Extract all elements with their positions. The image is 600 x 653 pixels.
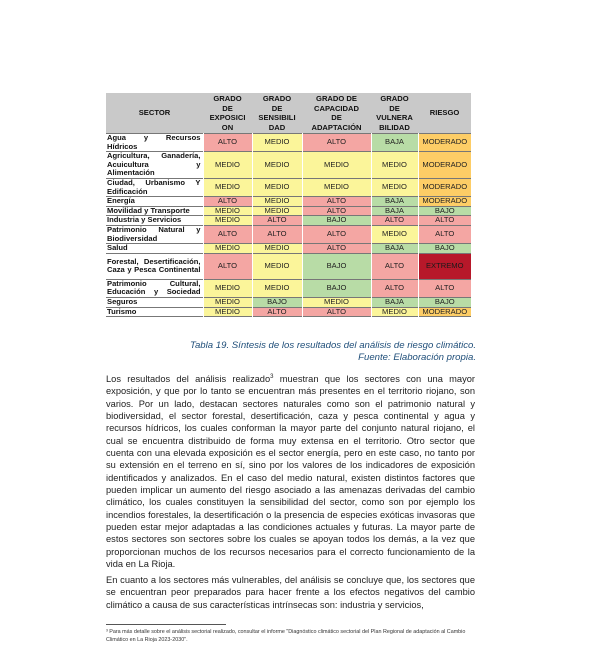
column-header-line: DAD	[268, 122, 286, 132]
column-header-line: SECTOR	[138, 108, 171, 118]
level-cell: ALTO	[302, 307, 371, 317]
level-cell: ALTO	[203, 253, 252, 279]
level-cell: MEDIO	[203, 307, 252, 317]
footnote-text: ³ Para más detalle sobre el análisis sectorial realizado, consultar el informe "Diagnóstico climático sectorial del Plan Regional de adaptación al Cambio Climático en La Rioja 2023-2030".	[106, 629, 466, 644]
level-cell: MEDIO	[252, 134, 302, 152]
level-cell: ALTO	[418, 225, 471, 243]
sector-cell: Agua y Recursos Hídricos	[106, 134, 203, 152]
sector-cell: Patrimonio Cultural, Educación y Sociedad	[106, 279, 203, 297]
caption-title: Tabla 19. Síntesis de los resultados del análisis de riesgo climático.	[189, 340, 476, 351]
column-header-3	[302, 93, 371, 134]
column-header-line: GRADO	[380, 94, 409, 103]
table-header-row	[106, 93, 471, 134]
level-cell: ALTO	[252, 307, 302, 317]
column-header-4	[371, 93, 418, 134]
table-row	[106, 244, 471, 254]
level-cell: MEDIO	[203, 279, 252, 297]
level-cell: MEDIO	[203, 152, 252, 179]
level-cell: MEDIO	[203, 206, 252, 216]
table-row	[106, 279, 471, 297]
body-paragraph-1	[106, 373, 475, 571]
level-cell: MEDIO	[203, 244, 252, 254]
body-paragraph-2: En cuanto a los sectores más vulnerables, del análisis se concluye que, los sectores que se encuentran peor preparados para hacer frente a los efectos negativos del cambio climático a causa de sus características intrínsecas son: industria y servicios,	[106, 575, 475, 610]
level-cell: BAJA	[371, 206, 418, 216]
column-header-line: DE	[331, 113, 342, 122]
column-header-0	[106, 93, 203, 134]
level-cell: ALTO	[371, 253, 418, 279]
column-header-line: RIESGO	[429, 108, 460, 118]
level-cell: BAJO	[418, 206, 471, 216]
level-cell: ALTO	[302, 134, 371, 152]
column-header-line: SENSIBILI	[258, 113, 296, 122]
level-cell: MEDIO	[252, 244, 302, 254]
level-cell: BAJA	[371, 134, 418, 152]
sector-cell: Seguros	[106, 297, 203, 307]
column-header-line: EXPOSICI	[209, 113, 246, 122]
caption-source: Fuente: Elaboración propia.	[358, 352, 476, 363]
column-header-2	[252, 93, 302, 134]
column-header-line: ADAPTACIÓN	[311, 122, 362, 132]
column-header-line: GRADO	[213, 94, 242, 103]
level-cell: MEDIO	[252, 152, 302, 179]
level-cell: BAJA	[371, 244, 418, 254]
column-header-line: BILIDAD	[379, 122, 410, 132]
level-cell: MEDIO	[371, 225, 418, 243]
table-row	[106, 216, 471, 226]
column-header-line: VULNERA	[376, 113, 413, 122]
level-cell: ALTO	[252, 225, 302, 243]
column-header-line: DE	[222, 103, 233, 113]
table-row	[106, 253, 471, 279]
level-cell: EXTREMO	[418, 253, 471, 279]
paragraph-1-rest: muestran que los sectores con una mayor exposición, y que por lo tanto se encuentran más presentes en el territorio riojano, son varios. Por un lado, destacan sectores naturales como son el patrimonio natural y biodiversidad, el sector forestal, desertificación, caza y pesca continental y agua y recursos hídricos, los cuales conforman la mayor parte del conjunto natural riojano, el cual se encuentra distribuido de forma muy extensa en el territorio. Otro sector que cuenta con una elevada exposición es el sector energía, pero en este caso, no tanto por su extensión en el terreno en sí, sino por los valores de los indicadores de exposición identificados y analizados. En el caso del medio natural, existen distintos factores que pueden implicar un aumento del riesgo asociado a las amenazas derivadas del cambio climático, los cuales constituyen la sensibilidad del sector, como son por ejemplo los incendios forestales, la desertificación o la presencia de especies exóticas invasoras que pueden estar mejor adaptadas a las condiciones actuales y futuras. La mayor parte de estos sectores son sectores sobre los cuales se apoyan todos los demás, a la vez que proporcionan muchos de los recursos necesarios para el correcto funcionamiento de la vida en La Rioja.	[106, 374, 475, 570]
level-cell: MEDIO	[252, 197, 302, 207]
level-cell: MEDIO	[302, 178, 371, 196]
level-cell: ALTO	[252, 216, 302, 226]
level-cell: MEDIO	[302, 297, 371, 307]
level-cell: MODERADO	[418, 152, 471, 179]
table-row	[106, 178, 471, 196]
table-row	[106, 197, 471, 207]
column-header-line: DE	[389, 103, 400, 113]
table-row	[106, 307, 471, 317]
level-cell: ALTO	[203, 225, 252, 243]
table-row	[106, 225, 471, 243]
sector-cell: Forestal, Desertificación, Caza y Pesca Continental	[106, 253, 203, 279]
level-cell: ALTO	[203, 197, 252, 207]
level-cell: MODERADO	[418, 178, 471, 196]
level-cell: MODERADO	[418, 197, 471, 207]
column-header-line: GRADO	[262, 94, 292, 103]
column-header-line: ON	[221, 122, 234, 132]
level-cell: BAJO	[418, 244, 471, 254]
risk-synthesis-table	[106, 93, 471, 317]
level-cell: BAJO	[302, 279, 371, 297]
sector-cell: Agricultura, Ganadería, Acuicultura y Alimentación	[106, 152, 203, 179]
table-row	[106, 152, 471, 179]
level-cell: MODERADO	[418, 134, 471, 152]
level-cell: MEDIO	[371, 152, 418, 179]
sector-cell: Salud	[106, 244, 203, 254]
level-cell: MEDIO	[371, 178, 418, 196]
footnote-reference[interactable]: 3	[270, 373, 274, 380]
level-cell: MEDIO	[252, 206, 302, 216]
level-cell: MEDIO	[203, 297, 252, 307]
level-cell: BAJO	[252, 297, 302, 307]
column-header-line: GRADO DE	[316, 94, 357, 103]
sector-cell: Energía	[106, 197, 203, 207]
level-cell: BAJO	[418, 297, 471, 307]
level-cell: MEDIO	[252, 253, 302, 279]
level-cell: BAJA	[371, 297, 418, 307]
sector-cell: Turismo	[106, 307, 203, 317]
level-cell: MEDIO	[371, 307, 418, 317]
level-cell: ALTO	[302, 225, 371, 243]
table-caption	[190, 340, 476, 364]
sector-cell: Ciudad, Urbanismo Y Edificación	[106, 178, 203, 196]
table-row	[106, 134, 471, 152]
level-cell: MEDIO	[302, 152, 371, 179]
level-cell: ALTO	[302, 244, 371, 254]
level-cell: BAJO	[302, 253, 371, 279]
footnote-separator	[106, 624, 226, 625]
table-row	[106, 297, 471, 307]
level-cell: ALTO	[302, 197, 371, 207]
level-cell: ALTO	[203, 134, 252, 152]
table-body	[106, 134, 471, 317]
level-cell: ALTO	[302, 206, 371, 216]
sector-cell: Movilidad y Transporte	[106, 206, 203, 216]
level-cell: MEDIO	[203, 178, 252, 196]
column-header-5	[418, 93, 471, 134]
level-cell: ALTO	[371, 216, 418, 226]
level-cell: ALTO	[418, 279, 471, 297]
level-cell: MEDIO	[252, 178, 302, 196]
level-cell: MODERADO	[418, 307, 471, 317]
level-cell: MEDIO	[203, 216, 252, 226]
level-cell: MEDIO	[252, 279, 302, 297]
level-cell: BAJO	[302, 216, 371, 226]
level-cell: BAJA	[371, 197, 418, 207]
level-cell: ALTO	[418, 216, 471, 226]
level-cell: ALTO	[371, 279, 418, 297]
column-header-line: CAPACIDAD	[314, 103, 359, 113]
sector-cell: Patrimonio Natural y Biodiversidad	[106, 225, 203, 243]
column-header-1	[203, 93, 252, 134]
paragraph-1-start: Los resultados del análisis realizado	[106, 374, 271, 384]
sector-cell: Industria y Servicios	[106, 216, 203, 226]
column-header-line: DE	[271, 103, 283, 113]
